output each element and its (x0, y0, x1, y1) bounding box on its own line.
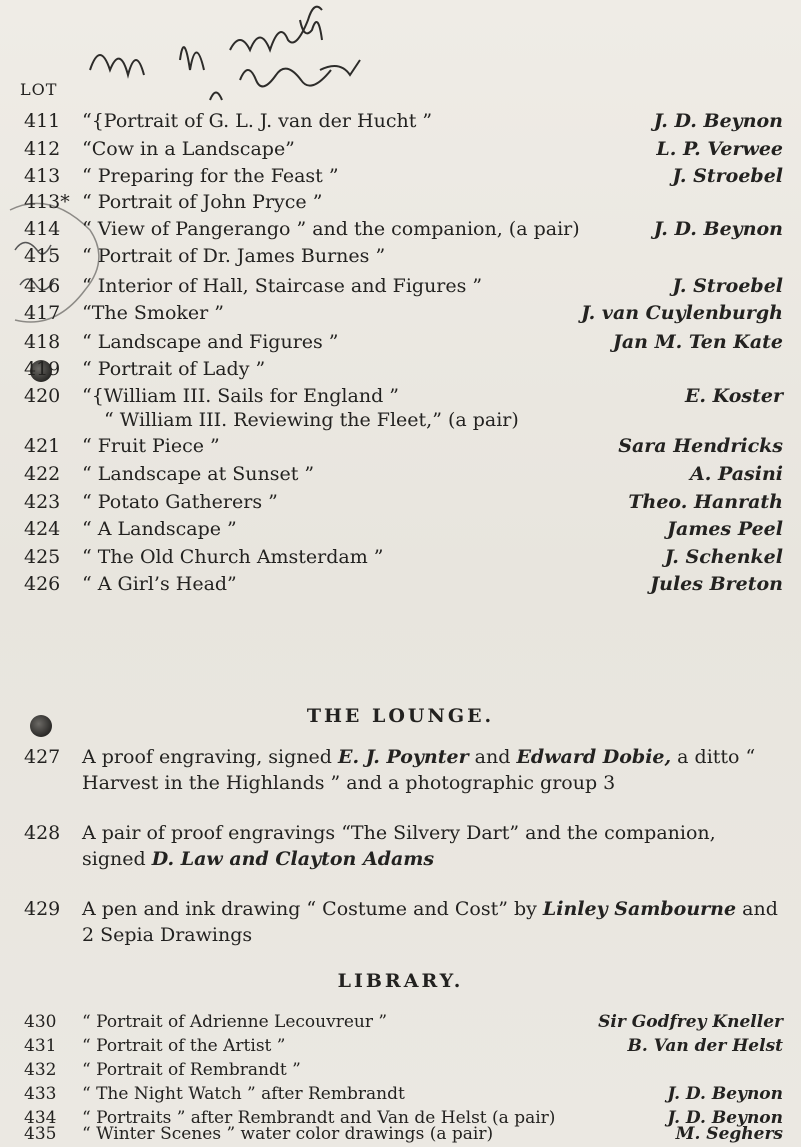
lot-title: “{Portrait of G. L. J. van der Hucht ” (82, 110, 433, 132)
lot-number: 417 (24, 302, 61, 324)
lot-number: 426 (24, 573, 61, 595)
artist-name: L. P. Verwee (656, 138, 783, 160)
artist-name: J. D. Beynon (653, 218, 783, 240)
lot-title: “ Potato Gatherers ” (82, 491, 278, 513)
lot-number: 411 (24, 110, 61, 132)
artist-name: Jan M. Ten Kate (612, 331, 783, 353)
artist-name: Jules Breton (650, 573, 783, 595)
lot-title: “ The Old Church Amsterdam ” (82, 546, 384, 568)
artist-name: J. Stroebel (672, 165, 783, 187)
lot-number: 434 (24, 1108, 57, 1128)
lot-title: “ Fruit Piece ” (82, 435, 220, 457)
lot-number: 418 (24, 331, 61, 353)
artist-name: James Peel (667, 518, 783, 540)
artist-name: Theo. Hanrath (628, 491, 783, 513)
lot-description: A proof engraving, signed E. J. Poynter and Edward Dobie, a ditto “ Harvest in the Highlands ” and a photographic group 3 (82, 746, 756, 794)
lot-title: “ Portrait of Dr. James Burnes ” (82, 245, 386, 267)
lot-title: “ Landscape and Figures ” (82, 331, 339, 353)
lot-title: “ Landscape at Sunset ” (82, 463, 315, 485)
artist-name: A. Pasini (689, 463, 783, 485)
artist-name: J. van Cuylenburgh (581, 302, 783, 324)
lot-number: 430 (24, 1012, 57, 1032)
artist-name: Sir Godfrey Kneller (598, 1012, 783, 1032)
lot-title: “ Interior of Hall, Staircase and Figures ” (82, 275, 483, 297)
lot-number: 429 (24, 898, 61, 920)
artist-name: J. D. Beynon (667, 1108, 783, 1128)
artist-name: B. Van der Helst (627, 1036, 783, 1056)
lot-title: “{William III. Sails for England ” (82, 385, 399, 407)
artist-name: E. Koster (684, 385, 783, 407)
lot-number: 422 (24, 463, 61, 485)
lot-number: 428 (24, 822, 61, 844)
lot-number: 423 (24, 491, 61, 513)
lot-number: 416 (24, 275, 61, 297)
lot-title: “The Smoker ” (82, 302, 224, 324)
lot-number: 412 (24, 138, 61, 160)
lot-title: “ Portrait of Adrienne Lecouvreur ” (82, 1012, 388, 1032)
lot-title: “ View of Pangerango ” and the companion, (a pair) (82, 218, 580, 240)
lot-title: “ Portrait of John Pryce ” (82, 191, 323, 213)
lot-number: 424 (24, 518, 61, 540)
artist-name: J. D. Beynon (667, 1084, 783, 1104)
lot-title: “ Portraits ” after Rembrandt and Van de Helst (a pair) (82, 1108, 556, 1128)
lot-description: A pair of proof engravings “The Silvery Dart” and the companion, signed D. Law and Clayton Adams (82, 822, 716, 870)
section-heading-lounge: THE LOUNGE. (306, 705, 495, 727)
artist-name: J. D. Beynon (653, 110, 783, 132)
lot-number: 432 (24, 1060, 57, 1080)
lot-title: “ Winter Scenes ” water color drawings (a pair) (82, 1124, 494, 1144)
lot-number: 425 (24, 546, 61, 568)
lot-title: “ A Girl’s Head” (82, 573, 237, 595)
lot-title: “ The Night Watch ” after Rembrandt (82, 1084, 405, 1104)
lot-number: 435 (24, 1124, 57, 1144)
section-heading-library: LIBRARY. (337, 970, 464, 992)
lot-title: “ Portrait of Lady ” (82, 358, 266, 380)
lot-column-header: LOT (20, 80, 58, 99)
lot-description: A pen and ink drawing “ Costume and Cost” by Linley Sambourne and 2 Sepia Drawings (82, 898, 778, 946)
lot-title: “ A Landscape ” (82, 518, 237, 540)
lot-number: 427 (24, 746, 61, 768)
lot-420-continuation: “ William III. Reviewing the Fleet,” (a pair) (104, 409, 519, 431)
lot-number: 413* (24, 191, 70, 213)
lot-number: 419 (24, 358, 61, 380)
lot-number: 420 (24, 385, 61, 407)
lot-number: 433 (24, 1084, 57, 1104)
lot-title: “ Portrait of the Artist ” (82, 1036, 286, 1056)
lot-number: 414 (24, 218, 61, 240)
lot-number: 415 (24, 245, 61, 267)
lot-title: “Cow in a Landscape” (82, 138, 295, 160)
handwritten-scribble (70, 0, 590, 110)
artist-name: J. Stroebel (672, 275, 783, 297)
lot-title: “ Preparing for the Feast ” (82, 165, 339, 187)
lot-number: 431 (24, 1036, 57, 1056)
artist-name: Sara Hendricks (618, 435, 783, 457)
artist-name: M. Seghers (675, 1124, 783, 1144)
lot-title: “ Portrait of Rembrandt ” (82, 1060, 301, 1080)
lot-number: 421 (24, 435, 61, 457)
lot-number: 413 (24, 165, 61, 187)
artist-name: J. Schenkel (664, 546, 783, 568)
